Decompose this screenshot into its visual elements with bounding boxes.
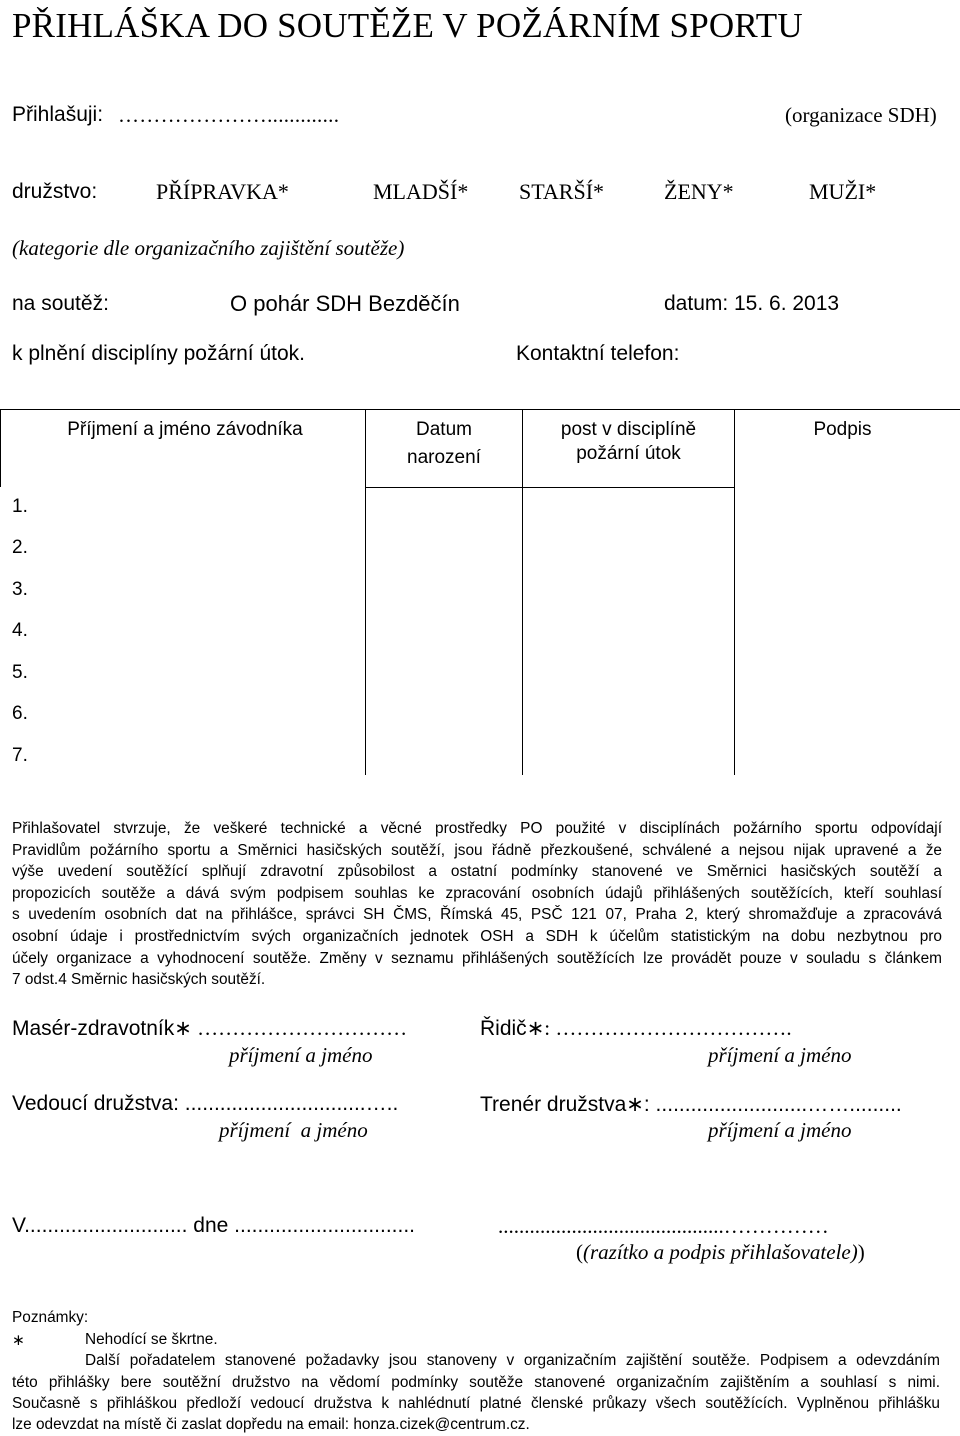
competitors-table <box>0 409 960 775</box>
trener-label: Trenér družstva <box>480 1093 627 1116</box>
header-name: Příjmení a jméno závodníka <box>67 419 303 440</box>
soutez-name: O pohár SDH Bezděčín <box>230 291 460 316</box>
datum-value: 15. 6. 2013 <box>734 292 840 315</box>
header-birth-1: Datum <box>416 419 472 440</box>
row-number: 3. <box>12 579 28 600</box>
header-post-1: post v disciplíně <box>560 419 697 440</box>
notes-line: Současně s přihláškou předloží vedoucí družstva k nahlédnutí platné členské průkazy všech soutěžících. Vyplněnou přihlášku <box>12 1395 940 1412</box>
vedouci-caption: příjmení a jméno <box>219 1118 368 1142</box>
col-divider-3 <box>734 409 735 775</box>
declaration-line: osobní údaje i prostřednictvím svých organizačních jednotek OSH a SDH k účelům statistickým na dobu nezbytnou pro <box>12 927 942 945</box>
kategorie-note: (kategorie dle organizačního zajištění soutěže) <box>12 236 405 260</box>
form-title: PŘIHLÁŠKA DO SOUTĚŽE V POŽÁRNÍM SPORTU <box>12 6 803 45</box>
table-top-border <box>0 409 960 410</box>
notes-label: Poznámky: <box>12 1309 89 1326</box>
trener-field[interactable] <box>480 1092 902 1117</box>
table-left-border <box>0 409 1 487</box>
notes-line: Další pořadatelem stanovené požadavky jsou stanoveny v organizačním zajištění soutěže. Podpisem a odevzdáním <box>85 1352 940 1369</box>
stamp-dots[interactable]: ...........................................…………… <box>498 1214 829 1238</box>
row-number: 5. <box>12 662 28 683</box>
druzstvo-label: družstvo: <box>12 180 98 203</box>
maser-field[interactable] <box>12 1016 407 1041</box>
stamp-caption-text: (razítko a podpis přihlašovatele) <box>583 1240 858 1264</box>
declaration-line: 7 odst.4 Směrnic hasičských soutěží. <box>12 971 266 989</box>
option-pripravka[interactable]: PŘÍPRAVKA* <box>156 179 289 204</box>
ridic-label: Řidič <box>480 1017 527 1040</box>
asterisk-icon: ∗ <box>12 1332 25 1349</box>
header-birth-2: narození <box>407 447 481 468</box>
row-number: 4. <box>12 620 28 641</box>
row-number: 6. <box>12 703 28 724</box>
option-starsi[interactable]: STARŠÍ* <box>519 179 605 204</box>
ridic-field[interactable] <box>480 1016 792 1041</box>
trener-caption: příjmení a jméno <box>708 1118 852 1142</box>
stamp-caption: ((razítko a podpis přihlašovatele)) <box>576 1240 865 1264</box>
notes-line: této přihlášky bere soutěžní družstvo na vědomí podmínky soutěže stanovené organizačním zajištěním a souhlasí s nimi. <box>12 1374 940 1391</box>
ridic-dots: : ……………………………. <box>544 1016 792 1040</box>
declaration-line: s uvedením osobních dat na přihlášce, správci SH ČMS, Římská 45, PSČ 121 07, Praha 2, který shromažďuje a zpracovává <box>12 906 942 924</box>
option-mladsi[interactable]: MLADŠÍ* <box>373 179 469 204</box>
notes-line-1: Nehodící se škrtne. <box>85 1331 218 1348</box>
datum-label: datum: <box>664 292 729 315</box>
prihlasuji-field[interactable]: …………………............. <box>118 103 340 127</box>
option-zeny[interactable]: ŽENY* <box>664 179 734 204</box>
header-separator <box>365 487 735 488</box>
telefon-label: Kontaktní telefon: <box>516 342 680 365</box>
maser-dots: ………………………… <box>191 1016 408 1040</box>
ridic-caption: příjmení a jméno <box>708 1043 852 1067</box>
prihlasuji-label: Přihlašuji: <box>12 103 104 126</box>
header-post-2: požární útok <box>576 443 681 464</box>
declaration-line: účely organizace a vyhodnocení soutěže. Změny v seznamu přihlášených soutěžících lze provádět pouze v souladu s článkem <box>12 949 942 967</box>
asterisk-icon: ∗ <box>626 1093 644 1116</box>
declaration-line: výše uvedení soutěžící splňují zdravotní způsobilost a ostatní podmínky stanovené ve Směrnici hasičských soutěží a <box>12 863 942 881</box>
declaration-line: propozicích soutěže a dává svým podpisem souhlas ke zpracování osobních údajů přihlášených soutěžících, kteří souhlasí <box>12 884 942 902</box>
declaration-paragraph <box>12 818 942 991</box>
row-number: 1. <box>12 496 28 517</box>
row-number: 2. <box>12 537 28 558</box>
notes-line: lze odevzdat na místě či zaslat dopředu na email: honza.cizek@centrum.cz. <box>12 1416 530 1433</box>
disciplina-text: k plnění disciplíny požární útok. <box>12 342 305 365</box>
maser-caption: příjmení a jméno <box>229 1043 373 1067</box>
row-number: 7. <box>12 745 28 766</box>
asterisk-icon: ∗ <box>526 1017 545 1040</box>
soutez-label: na soutěž: <box>12 292 109 315</box>
maser-label: Masér-zdravotník <box>12 1017 175 1040</box>
asterisk-icon: ∗ <box>174 1017 192 1040</box>
place-date-field[interactable]: V............................ dne ............................... <box>12 1214 416 1237</box>
declaration-line: Přihlašovatel stvrzuje, že veškeré technické a věcné prostředky PO použité v disciplínách požárního sportu odpovídají <box>12 820 942 837</box>
trener-dots: : ..........................……......... <box>643 1093 902 1116</box>
organizace-note: (organizace SDH) <box>785 103 937 127</box>
declaration-line: Pravidlům požárního sportu a Směrnici hasičských soutěží, jsou řádně přezkoušené, schválené a nejsou nijak upravené a že <box>12 841 942 859</box>
vedouci-field[interactable]: Vedoucí družstva: ...............................….. <box>12 1092 399 1115</box>
option-muzi[interactable]: MUŽI* <box>809 179 877 204</box>
header-sign: Podpis <box>813 419 872 440</box>
